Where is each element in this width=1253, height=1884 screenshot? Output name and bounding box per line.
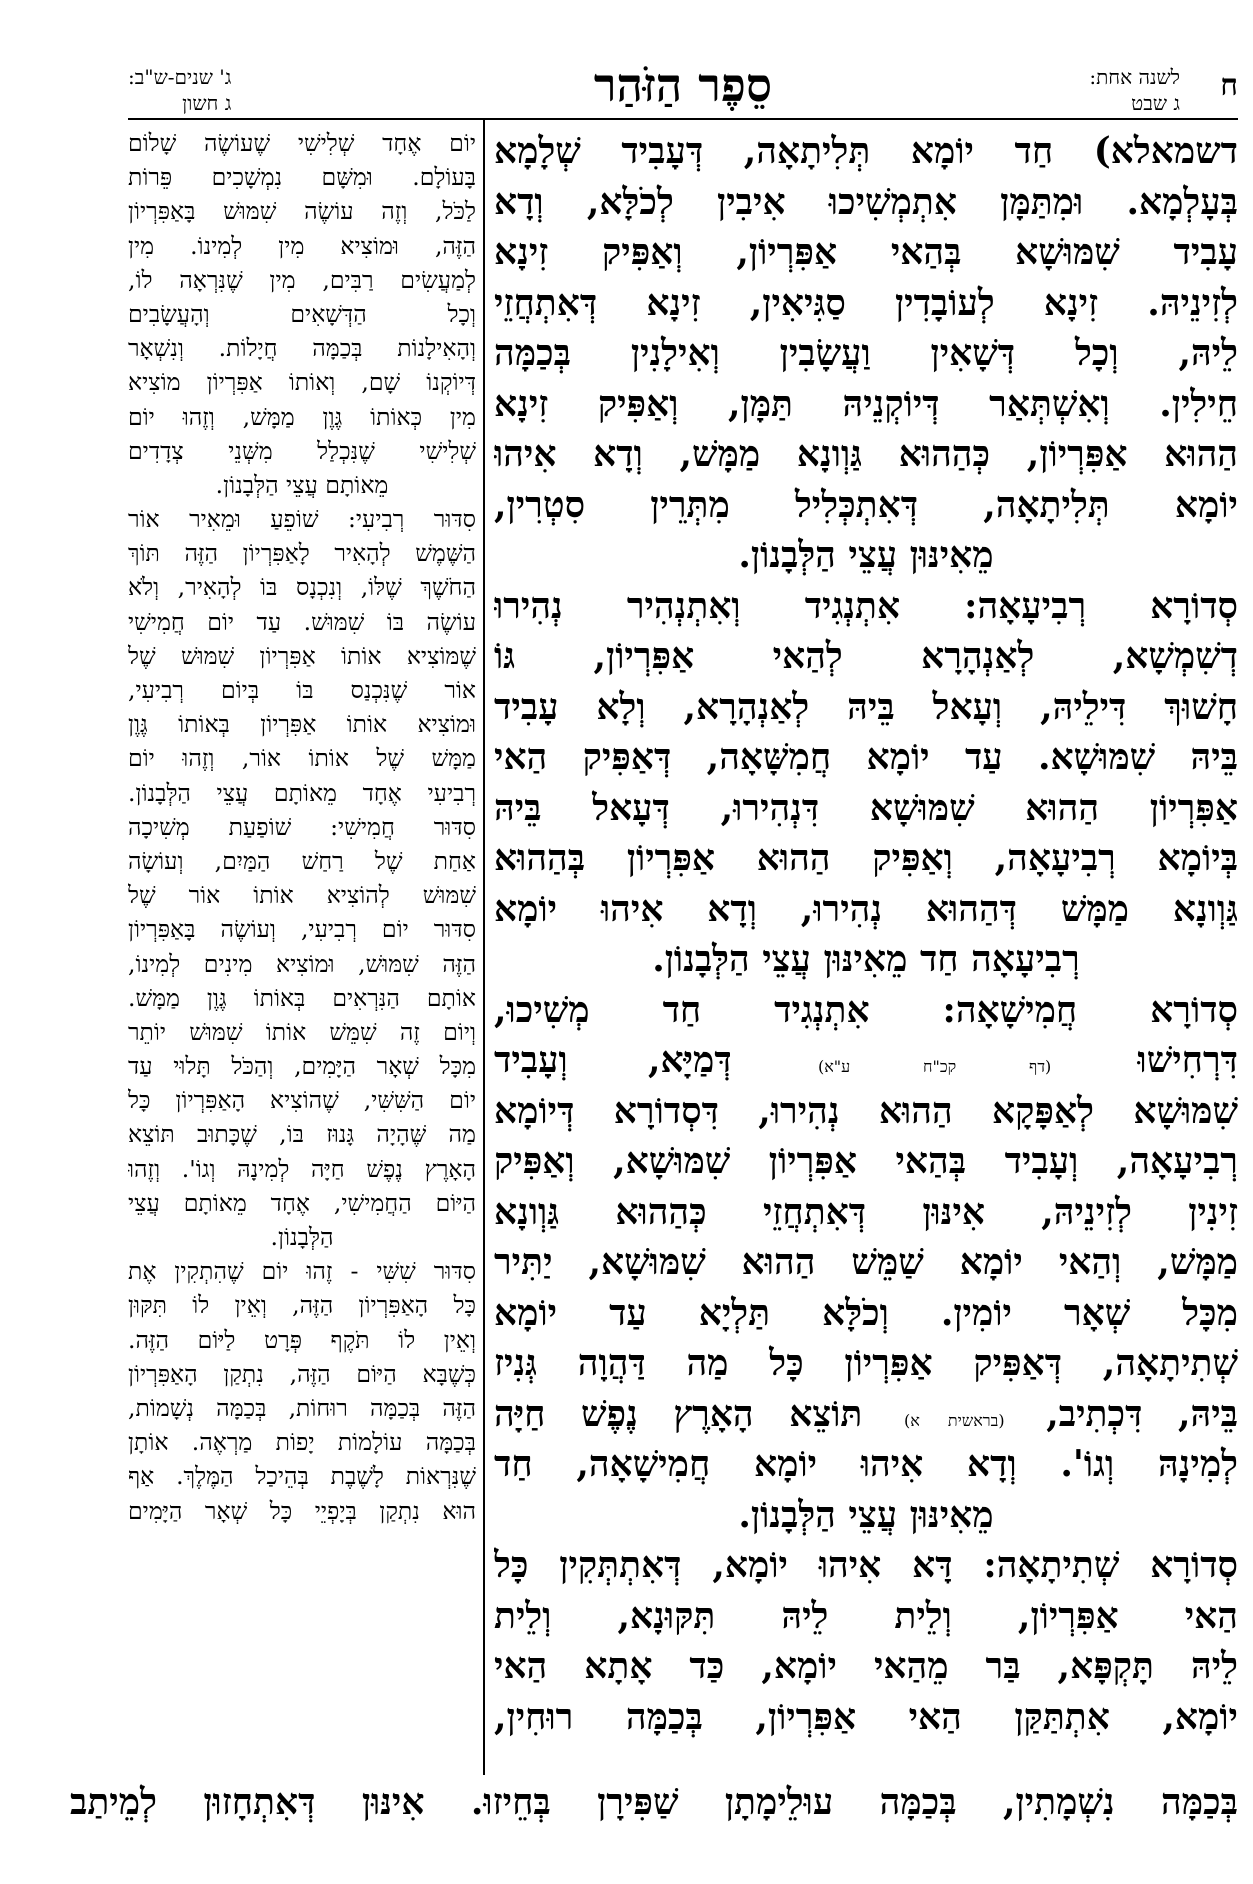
main-text-line: לֵיהּ, וְכָל דְּשָׁאִין וַעֲשָׂבִין וְאִילָנִין בְּכַמָּה — [494, 332, 1238, 374]
main-text-line: הַאי אַפִּרְיוֹן, וְלֵית לֵיהּ תִּקּוּנָא, וְלֵית — [494, 1594, 1238, 1637]
translation-text-line: לַכֹּל, וְזֶה עוֹשֶׂה שִׁמּוּשׁ בָּאַפִּרְיוֹן — [128, 197, 476, 226]
translation-text-line: הַחֹשֶׁךְ שֶׁלּוֹ, וְנִכְנָס בּוֹ לְהָאִיר, וְלֹא — [128, 573, 476, 602]
main-text-line: מֵאִינּוּן עֲצֵי הַלְּבָנוֹן. — [738, 1493, 994, 1536]
translation-text-line: מִכָּל שְׁאָר הַיָּמִים, וְהַכֹּל תָּלוּי עַד — [128, 1052, 476, 1081]
main-text-line: מִכָּל שְׁאָר יוֹמִין. וְכֹלָּא תַּלְיָא עַד יוֹמָא — [494, 1291, 1238, 1334]
translation-text-line: מַה שֶּׁהָיָה גָּנוּז בּוֹ, שֶׁכָּתוּב תּוֹצֵא — [128, 1120, 476, 1149]
translation-text-line: רְבִיעִי אֶחָד מֵאוֹתָם עֲצֵי הַלְּבָנוֹן. — [128, 778, 476, 807]
translation-text-line: שְׁלִישִׁי שֶׁנִּכְלַל מִשְּׁנֵי צְדָדִים — [128, 436, 476, 465]
main-text-line: בְּיוֹמָא רְבִיעָאָה, וְאַפִּיק הַהוּא אַפִּרְיוֹן בְּהַהוּא — [494, 837, 1238, 879]
translation-text-line: הוּא נִתְקַן בְּיָפְיֵי כָּל שְׁאָר הַיָּמִים — [128, 1496, 476, 1525]
translation-text-line: לְמַעֲשִׂים רַבִּים, מִין שֶׁנִּרְאָה לוֹ, — [128, 265, 476, 294]
translation-text-line: שֶׁמּוֹצִיא אוֹתוֹ אַפִּרְיוֹן שִׁמּוּשׁ שֶׁל — [128, 641, 476, 670]
header-right-bottom: ג שבט — [1131, 91, 1180, 115]
translation-text-line: אַחַת שֶׁל רַחַשׁ הַמַּיִם, וְעוֹשָׂה — [128, 846, 476, 875]
header-left-note — [128, 64, 231, 116]
translation-text-line: שֶׁנִּרְאוֹת לָשֶׁבֶת בְּהֵיכַל הַמֶּלֶךְ. אַף — [128, 1462, 476, 1491]
main-text-line: רְבִיעָאָה חַד מֵאִינּוּן עֲצֵי הַלְּבָנוֹן. — [652, 938, 1080, 980]
main-text-line: דְשִׁמְשָׁא, לְאַנְהָרָא לְהַאי אַפִּרְיוֹן, גּוֹ — [494, 635, 1238, 677]
main-text-line: סְדוֹרָא רְבִיעָאָה: אִתְנְגִיד וְאִתְנְהִיר נְהִירוּ — [494, 584, 1238, 627]
main-text-line: שִׁמּוּשָׁא לְאַפָּקָא הַהוּא נְהִירוּ, דִּסְדוֹרָא דְּיוֹמָא — [494, 1089, 1238, 1132]
main-text-line: יוֹמָא תְּלִיתָאָה, דְּאִתְכְּלִיל מִתְּרֵין סִטְרִין, — [494, 483, 1238, 526]
main-text-line: חָשׁוּךְ דִּילֵיהּ, וְעָאל בֵּיהּ לְאַנְהָרָא, וְלָא עָבִיד — [494, 685, 1238, 728]
header-right-top: לשנה אחת: — [1089, 65, 1180, 89]
main-text-line: אַפִּרְיוֹן הַהוּא שִׁמּוּשָׁא דִּנְהִירוּ, דְּעָאל בֵּיהּ — [494, 786, 1238, 829]
main-text-line: סְדוֹרָא שְׁתִיתָאָה: דָּא אִיהוּ יוֹמָא, דְּאִתְתְּקִין כָּל — [494, 1544, 1238, 1586]
page-number: ח — [1220, 68, 1238, 103]
main-text-line: לֵיהּ תָּקְפָּא, בַּר מֵהַאי יוֹמָא, כַּד אָתָא הַאי — [494, 1645, 1238, 1687]
translation-text-line: מַמָּשׁ שֶׁל אוֹתוֹ אוֹר, וְזֶהוּ יוֹם — [128, 744, 476, 773]
main-text-line: רְבִיעָאָה, וְעָבִיד בְּהַאי אַפִּרְיוֹן שִׁמּוּשָׁא, וְאַפִּיק — [494, 1140, 1238, 1182]
translation-text-line: הָאָרֶץ נֶפֶשׁ חַיָּה לְמִינָהּ וְגוֹ'. וְזֶהוּ — [128, 1154, 476, 1183]
main-text-line: לְזִינֵיהּ. זִינָא לְעוֹבָדִין סַגִּיאִין, זִינָא דְּאִתְחֲזֵי — [494, 281, 1238, 324]
translation-text-line: הַשֶּׁמֶשׁ לְהָאִיר לָאַפִּרְיוֹן הַזֶּה תּוֹךְ — [128, 539, 476, 568]
translation-text-line: יוֹם אֶחָד שְׁלִישִׁי שֶׁעוֹשֶׂה שָׁלוֹם — [128, 129, 476, 157]
main-text-line: דשמאלא) חַד יוֹמָא תְּלִיתָאָה, דְּעָבִיד שְׁלָמָא — [494, 130, 1238, 172]
translation-text-line: שִׁמּוּשׁ לְהוֹצִיא אוֹתוֹ אוֹר שֶׁל — [128, 881, 476, 910]
main-text-segment: דִּרְחִישׁוּ — [1137, 1039, 1238, 1081]
translation-text-line: הַזֶּה שִׁמּוּשׁ, וּמוֹצִיא מִינִים לְמִינוֹ, — [128, 949, 476, 978]
translation-text-line: מֵאוֹתָם עֲצֵי הַלְּבָנוֹן. — [215, 470, 389, 499]
translation-text-line: דְּיוֹקְנוֹ שָׁם, וְאוֹתוֹ אַפִּרְיוֹן מוֹצִיא — [128, 368, 476, 397]
translation-text-line: כָּל הָאַפִּרְיוֹן הַזֶּה, וְאֵין לוֹ תִּקּוּן — [128, 1291, 476, 1320]
column-divider — [483, 120, 485, 1775]
aramaic-text-column — [494, 126, 1238, 1776]
translation-text-line: וְיוֹם זֶה שִׁמֵּשׁ אוֹתוֹ שִׁמּוּשׁ יוֹתֵר — [128, 1017, 476, 1046]
translation-text-line: וְאֵין לוֹ תֹּקֶף פְּרָט לַיּוֹם הַזֶּה. — [128, 1325, 476, 1354]
main-text-line: בְּעָלְמָא. וּמִתַּמָּן אִתְמְשִׁיכוּ אִיבִין לְכֹלָּא, וְדָא — [494, 180, 1238, 223]
main-text-line: מַמָּשׁ, וְהַאי יוֹמָא שַׁמֵּשׁ הַהוּא שִׁמּוּשָׁא, יַתִּיר — [494, 1241, 1238, 1283]
translation-text-line: כְּשֶׁבָּא הַיּוֹם הַזֶּה, נִתְקַן הָאַפִּרְיוֹן — [128, 1359, 476, 1388]
main-text-line: הַהוּא אַפִּרְיוֹן, כְּהַהוּא גַּוְונָא מַמָּשׁ, וְדָא אִיהוּ — [494, 433, 1238, 475]
main-text-line: שְׁתִיתָאָה, דְּאַפִּיק אַפִּרְיוֹן כָּל מַה דַּהֲוָה גְּנִיז — [494, 1342, 1238, 1384]
translation-text-line: הַיּוֹם הַחֲמִישִׁי, אֶחָד מֵאוֹתָם עֲצֵי — [128, 1188, 476, 1217]
main-text-line: חֵילִין. וְאִשְׁתְּאַר דְּיוֹקְנֵיהּ תַּמָּן, וְאַפִּיק זִינָא — [494, 382, 1238, 425]
translation-text-line: אוֹתָם הַנִּרְאִים בְּאוֹתוֹ גֶּוֶן מַמָּשׁ. — [128, 983, 476, 1012]
main-text-line — [494, 1389, 1238, 1440]
translation-text-line: וּמוֹצִיא אוֹתוֹ אַפִּרְיוֹן בְּאוֹתוֹ גֶּוֶן — [128, 710, 476, 739]
translation-text-line: בָּעוֹלָם. וּמִשָּׁם נִמְשָׁכִים פֵּרוֹת — [128, 163, 476, 192]
translation-text-line: וְכָל הַדְּשָׁאִים וְהָעֲשָׂבִים — [128, 299, 476, 328]
main-text-line: גַּוְונָא מַמָּשׁ דְּהַהוּא נְהִירוּ, וְדָא אִיהוּ יוֹמָא — [494, 887, 1238, 930]
header-left-bottom: ג חשון — [182, 91, 232, 115]
source-reference: (דף קכ"ח ע"א) — [817, 1057, 1052, 1076]
main-text-line — [494, 1035, 1238, 1086]
header-left-top: ג' שנים-ש"ב: — [128, 65, 232, 89]
translation-text-line: הַזֶּה, וּמוֹצִיא מִין לְמִינוֹ. מִין — [128, 231, 476, 260]
translation-text-line: הַזֶּה בְּכַמָּה רוּחוֹת, בְּכַמָּה נְשָׁמוֹת, — [128, 1393, 476, 1422]
translation-text-line: סִדּוּר חֲמִישִׁי: שׁוֹפַעַת מְשִׁיכָה — [128, 812, 476, 841]
main-text-segment: דְּמַיָּא, וְעָבִיד — [494, 1039, 732, 1081]
translation-text-line: מִין כְּאוֹתוֹ גֶּוֶן מַמָּשׁ, וְזֶהוּ יוֹם — [128, 402, 476, 431]
main-text-line: סְדוֹרָא חֲמִישָׁאָה: אִתְנְגִיד חַד מְשִׁיכוּ, — [494, 988, 1238, 1031]
translation-text-line: יוֹם הַשִּׁשִּׁי, שֶׁהוֹצִיא הָאַפִּרְיוֹן כָּל — [128, 1086, 476, 1115]
main-text-line: יוֹמָא, אִתְתַּקַּן הַאי אַפִּרְיוֹן, בְּכַמָּה רוּחִין, — [494, 1695, 1238, 1738]
translation-text-line: בְּכַמָּה עוֹלָמוֹת יָפוֹת מַרְאֶה. אוֹתָן — [128, 1428, 476, 1457]
translation-text-line: עוֹשֶׂה בּוֹ שִׁמּוּשׁ. עַד יוֹם חֲמִישִׁי — [128, 607, 476, 636]
hebrew-translation-column — [128, 126, 476, 1776]
header-rule — [128, 118, 1238, 120]
main-text-line: מֵאִינּוּן עֲצֵי הַלְּבָנוֹן. — [738, 534, 994, 576]
translation-text-line: הַלְּבָנוֹן. — [270, 1223, 334, 1251]
page-header — [128, 58, 1238, 120]
translation-text-line: סִדּוּר יוֹם רְבִיעִי, וְעוֹשֶׂה בָּאַפִּרְיוֹן — [128, 915, 476, 944]
main-text-segment: תּוֹצֵא הָאָרֶץ נֶפֶשׁ חַיָּה — [494, 1392, 863, 1435]
translation-text-line: סִדּוּר רְבִיעִי: שׁוֹפֵעַ וּמֵאִיר אוֹר — [128, 505, 476, 534]
main-text-segment: בֵּיהּ, דִּכְתִיב, — [1046, 1392, 1238, 1435]
translation-text-line: וְהָאִילָנוֹת בְּכַמָּה חֲיָלוֹת. וְנִשְׁאָר — [128, 334, 476, 363]
translation-text-line: אוֹר שֶׁנִּכְנַס בּוֹ בְּיוֹם רְבִיעִי, — [128, 676, 476, 704]
main-text-line: לְמִינָהּ וְגוֹ'. וְדָא אִיהוּ יוֹמָא חֲמִישָׁאָה, חַד — [494, 1443, 1238, 1485]
bottom-continuation-line: בְּכַמָּה נִשְׁמָתִין, בְּכַמָּה עוּלֵימָתָן שַׁפִּירָן בְּחֵיזוּ. אִינּוּן דְּאִתְחָזוּן לְמֵיתַב — [70, 1781, 1238, 1823]
translation-text-line: סִדּוּר שִׁשִּׁי - זֶהוּ יוֹם שֶׁהִתְקִין אֶת — [128, 1257, 476, 1286]
source-reference: (בראשית א) — [903, 1410, 1005, 1430]
book-title: סֵפֶר הַזֹּהַר — [593, 58, 773, 112]
main-text-line: בֵּיהּ שִׁמּוּשָׁא. עַד יוֹמָא חֲמִשָּׁאָה, דְּאַפִּיק הַאי — [494, 736, 1238, 778]
main-text-line: עָבִיד שִׁמּוּשָׁא בְּהַאי אַפִּרְיוֹן, וְאַפִּיק זִינָא — [494, 231, 1238, 273]
main-text-line: זִינִין לְזִינֵיהּ, אִינּוּן דְּאִתְחֲזֵי כְּהַהוּא גַּוְונָא — [494, 1190, 1238, 1233]
